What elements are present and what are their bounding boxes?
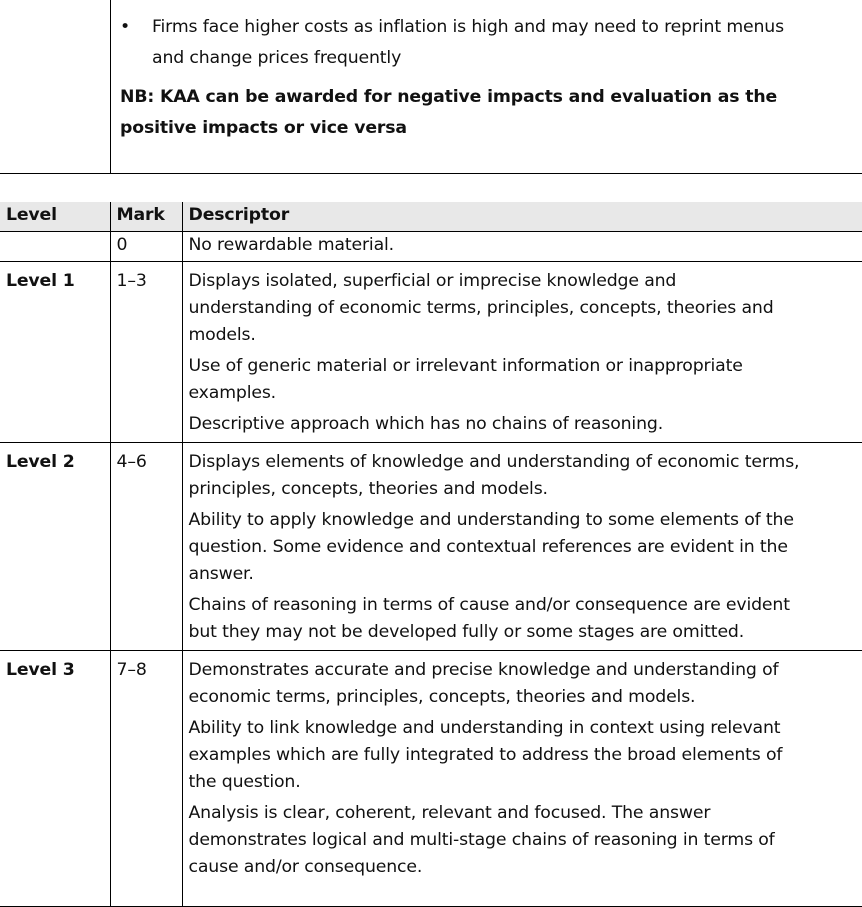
descriptor-cell (182, 262, 862, 443)
table-row (0, 262, 862, 443)
descriptor-paragraph: Demonstrates accurate and precise knowledge and understanding of economic terms, principles, concepts, theories and models. (188, 660, 779, 707)
level-cell: Level 1 (6, 271, 75, 291)
level-cell (0, 232, 110, 262)
descriptor-cell: No rewardable material. (182, 232, 862, 262)
level-cell: Level 2 (6, 452, 75, 472)
descriptor-paragraph: Ability to apply knowledge and understanding to some elements of the question. Some evidence and contextual references are evident in the answer. (188, 510, 794, 584)
header-level: Level (0, 202, 110, 232)
bullet-text: Firms face higher costs as inflation is high and may need to reprint menus and change prices frequently (152, 17, 784, 68)
descriptor-paragraph: Displays isolated, superficial or imprecise knowledge and understanding of economic terms, principles, concepts, theories and models. (188, 271, 774, 345)
mark-cell: 4–6 (110, 443, 182, 651)
descriptor-paragraph: Use of generic material or irrelevant information or inappropriate examples. (188, 356, 743, 403)
level-cell: Level 3 (6, 660, 75, 680)
header-descriptor: Descriptor (182, 202, 862, 232)
descriptor-paragraph: Ability to link knowledge and understanding in context using relevant examples which are fully integrated to address the broad elements of the question. (188, 718, 783, 792)
table-row (0, 651, 862, 907)
header-mark: Mark (110, 202, 182, 232)
mark-scheme-answer-cell (0, 0, 862, 174)
bullet-icon: • (120, 17, 131, 37)
column-divider (110, 0, 111, 173)
descriptor-paragraph: Displays elements of knowledge and understanding of economic terms, principles, concepts, theories and models. (188, 452, 800, 499)
table-row (0, 443, 862, 651)
bullet-point (120, 12, 850, 74)
descriptor-paragraph: Analysis is clear, coherent, relevant and focused. The answer demonstrates logical and multi-stage chains of reasoning in terms of cause and/or consequence. (188, 803, 775, 877)
descriptor-cell (182, 651, 862, 907)
descriptor-cell (182, 443, 862, 651)
mark-cell: 1–3 (110, 262, 182, 443)
levels-table (0, 202, 862, 907)
answer-content (120, 12, 850, 144)
nb-note: NB: KAA can be awarded for negative impacts and evaluation as the positive impacts or vice versa (120, 87, 778, 138)
mark-cell: 7–8 (110, 651, 182, 907)
descriptor-paragraph: Descriptive approach which has no chains of reasoning. (188, 414, 664, 434)
mark-cell: 0 (110, 232, 182, 262)
table-header-row (0, 202, 862, 232)
table-row (0, 232, 862, 262)
descriptor-paragraph: Chains of reasoning in terms of cause and/or consequence are evident but they may not be developed fully or some stages are omitted. (188, 595, 790, 642)
